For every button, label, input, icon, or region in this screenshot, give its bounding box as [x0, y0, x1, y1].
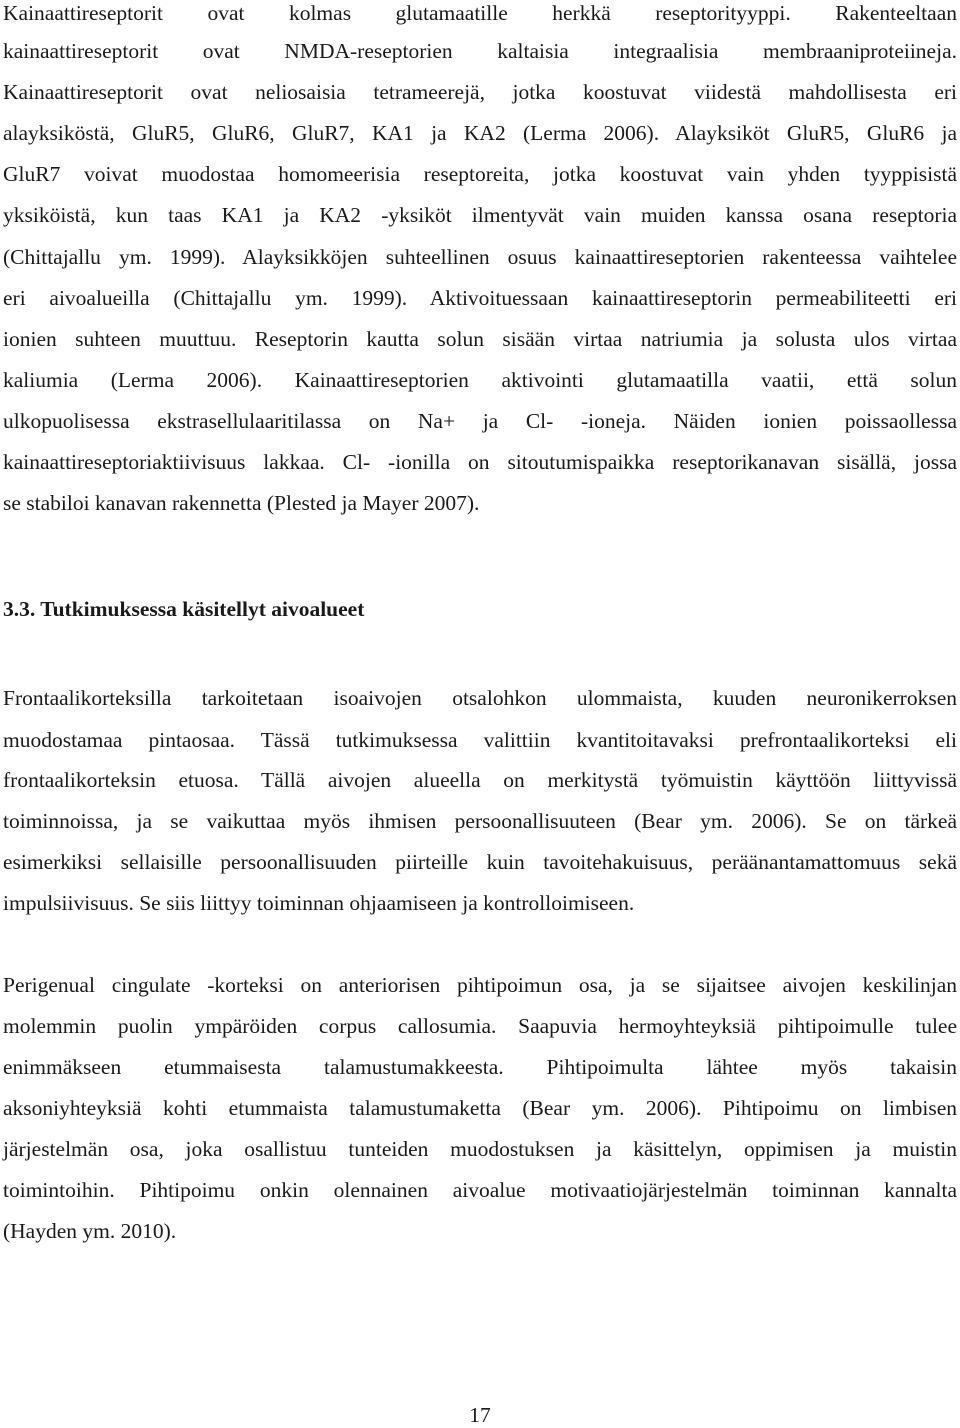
- text-line: ionien suhteen muuttuu. Reseptorin kautta solun sisään virtaa natriumia ja solusta ulos virtaa: [3, 327, 957, 351]
- text-line: alayksiköstä, GluR5, GluR6, GluR7, KA1 ja KA2 (Lerma 2006). Alayksiköt GluR5, GluR6 ja: [3, 121, 957, 145]
- text-line: muodostamaa pintaosaa. Tässä tutkimuksessa valittiin kvantitoitavaksi prefrontaalikorteksi eli: [3, 728, 957, 752]
- text-line: impulsiivisuus. Se siis liittyy toiminnan ohjaamiseen ja kontrolloimiseen.: [3, 891, 635, 915]
- text-line: kainaattireseptoriaktiivisuus lakkaa. Cl- -ionilla on sitoutumispaikka reseptorikanavan sisällä, jossa: [3, 450, 957, 474]
- text-line: molemmin puolin ympäröiden corpus callosumia. Saapuvia hermoyhteyksiä pihtipoimulle tulee: [3, 1014, 957, 1038]
- text-line: (Hayden ym. 2010).: [3, 1219, 177, 1243]
- text-line: Frontaalikorteksilla tarkoitetaan isoaivojen otsalohkon ulommaista, kuuden neuronikerroksen: [3, 686, 957, 710]
- text-line: frontaalikorteksin etuosa. Tällä aivojen alueella on merkitystä työmuistin käyttöön liittyvissä: [3, 768, 957, 792]
- text-line: ulkopuolisessa ekstrasellulaaritilassa on Na+ ja Cl- -ioneja. Näiden ionien poissaollessa: [3, 409, 957, 433]
- text-line: toiminnoissa, ja se vaikuttaa myös ihmisen persoonallisuuteen (Bear ym. 2006). Se on tärkeä: [3, 809, 957, 833]
- page-number: 17: [469, 1403, 491, 1427]
- text-line: yksiköistä, kun taas KA1 ja KA2 -yksiköt ilmentyvät vain muiden kanssa osana reseptoria: [3, 203, 957, 227]
- text-line: toimintoihin. Pihtipoimu onkin olennainen aivoalue motivaatiojärjestelmän toiminnan kannalta: [3, 1178, 957, 1202]
- text-line: kaliumia (Lerma 2006). Kainaattireseptorien aktivointi glutamaatilla vaatii, että solun: [3, 368, 957, 392]
- text-line: järjestelmän osa, joka osallistuu tunteiden muodostuksen ja käsittelyn, oppimisen ja muistin: [3, 1137, 957, 1161]
- text-line: Kainaattireseptorit ovat kolmas glutamaatille herkkä reseptorityyppi. Rakenteeltaan: [3, 1, 957, 25]
- text-line: eri aivoalueilla (Chittajallu ym. 1999). Aktivoituessaan kainaattireseptorin permeabiliteetti eri: [3, 286, 957, 310]
- section-heading: 3.3. Tutkimuksessa käsitellyt aivoalueet: [3, 597, 365, 621]
- text-line: se stabiloi kanavan rakennetta (Plested ja Mayer 2007).: [3, 491, 480, 515]
- text-line: GluR7 voivat muodostaa homomeerisia reseptoreita, jotka koostuvat vain yhden tyyppisistä: [3, 162, 957, 186]
- text-line: (Chittajallu ym. 1999). Alayksikköjen suhteellinen osuus kainaattireseptorien rakenteessa vaihtelee: [3, 245, 957, 269]
- text-line: esimerkiksi sellaisille persoonallisuuden piirteille kuin tavoitehakuisuus, peräänantamattomuus sekä: [3, 850, 957, 874]
- text-line: aksoniyhteyksiä kohti etummaista talamustumaketta (Bear ym. 2006). Pihtipoimu on limbisen: [3, 1096, 957, 1120]
- text-line: kainaattireseptorit ovat NMDA-reseptorien kaltaisia integraalisia membraaniproteiineja.: [3, 39, 957, 63]
- text-line: Perigenual cingulate -korteksi on anteriorisen pihtipoimun osa, ja se sijaitsee aivojen keskilinjan: [3, 973, 957, 997]
- text-line: enimmäkseen etummaisesta talamustumakkeesta. Pihtipoimulta lähtee myös takaisin: [3, 1055, 957, 1079]
- text-line: Kainaattireseptorit ovat neliosaisia tetrameerejä, jotka koostuvat viidestä mahdollisesta eri: [3, 80, 957, 104]
